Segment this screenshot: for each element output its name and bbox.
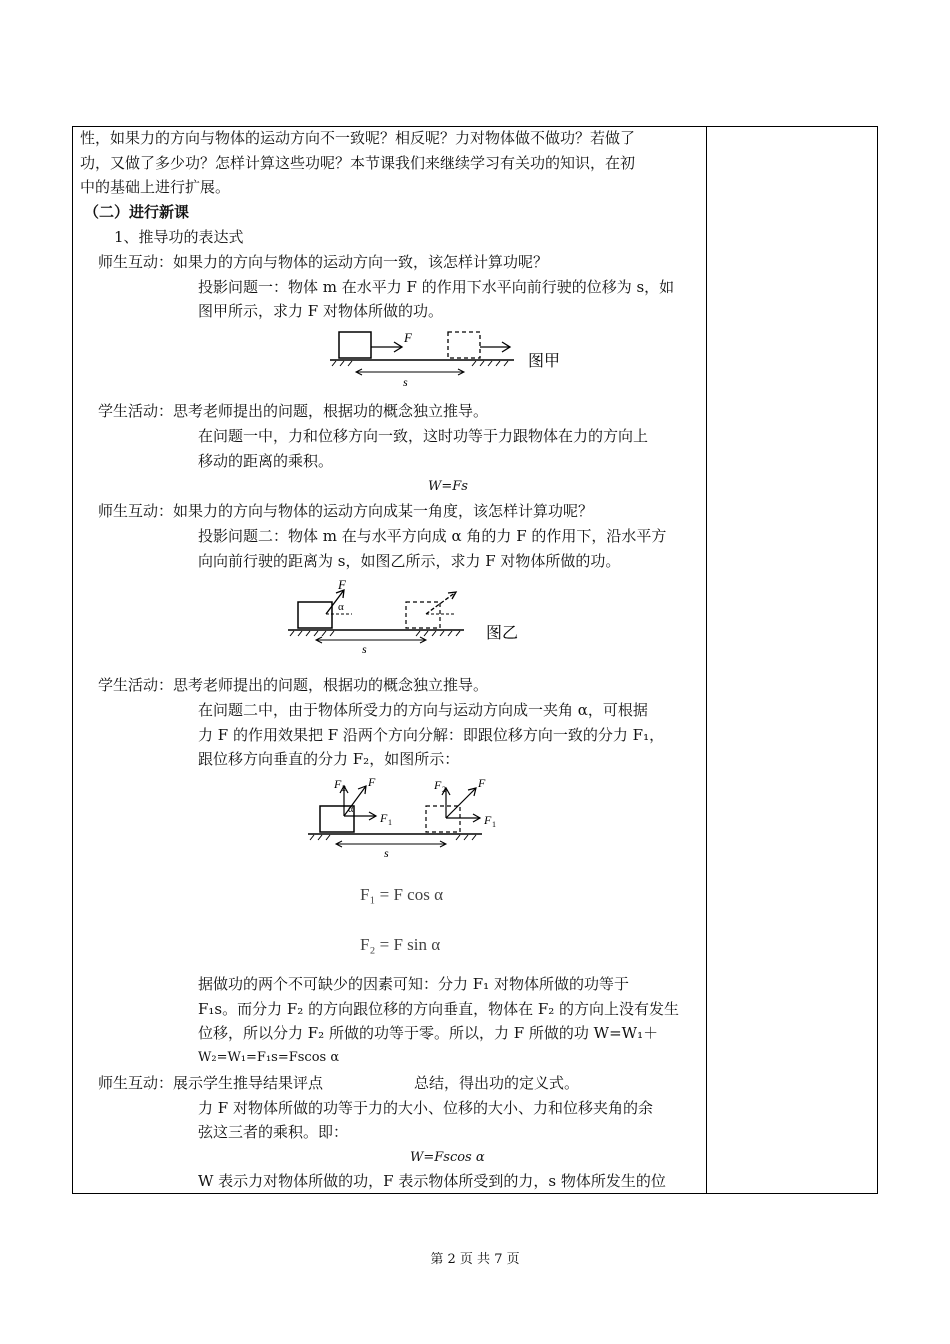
text-line: 跟位移方向垂直的分力 F₂，如图所示： (198, 750, 460, 768)
figure-jia (322, 326, 572, 390)
f2-subscript: 2 (342, 784, 346, 793)
text-line: 向向前行驶的距离为 s，如图乙所示，求力 F 对物体所做的功。 (198, 552, 621, 570)
figure-caption: 图甲 (528, 353, 561, 370)
formula-f2: F₂ = F sin α (360, 935, 441, 954)
f2-label: F (434, 778, 442, 792)
f1-subscript: 1 (388, 818, 392, 827)
angle-label: α (348, 804, 354, 815)
text-line: 投影问题二：物体 m 在与水平方向成 α 角的力 F 的作用下，沿水平方 (198, 527, 667, 545)
text-line: 总结，得出功的定义式。 (414, 1074, 580, 1092)
text-line: 功，又做了多少功？怎样计算这些功呢？本节课我们来继续学习有关功的知识，在初 (80, 154, 636, 172)
force-label: F (368, 775, 376, 789)
text-line: 弦这三者的乘积。即： (198, 1123, 349, 1141)
text-line: F₁s。而分力 F₂ 的方向跟位移的方向垂直，物体在 F₂ 的方向上没有发生 (198, 1000, 680, 1018)
figure-caption: 图乙 (486, 625, 519, 642)
figure-yi (286, 576, 536, 656)
force-label: F (338, 577, 346, 592)
section-heading: （二）进行新课 (84, 203, 190, 221)
force-label: F (404, 330, 412, 345)
f1-label: F (484, 813, 492, 827)
text-line: 中的基础上进行扩展。 (80, 178, 231, 196)
text-line: W₂=W₁=F₁s=Fscos α (198, 1050, 340, 1065)
text-line: 图甲所示，求力 F 对物体所做的功。 (198, 302, 443, 320)
displacement-label: s (403, 375, 408, 389)
equation: W=Fs (428, 479, 468, 494)
equation: W=Fscos α (410, 1150, 485, 1165)
f1-label: F (380, 811, 388, 825)
text-line: 投影问题一：物体 m 在水平力 F 的作用下水平向前行驶的位移为 s，如 (198, 278, 675, 296)
text-line: 据做功的两个不可缺少的因素可知：分力 F₁ 对物体所做的功等于 (198, 975, 629, 993)
subsection-heading: 1、推导功的表达式 (114, 228, 244, 246)
force-label: F (478, 776, 486, 790)
angle-label: α (338, 601, 344, 613)
figure-decomposition (306, 774, 506, 860)
teacher-activity: 师生互动：展示学生推导结果评点 (98, 1074, 324, 1092)
f2-subscript: 2 (442, 785, 446, 794)
text-line: W 表示力对物体所做的功，F 表示物体所受到的力，s 物体所发生的位 (198, 1172, 666, 1190)
f1-subscript: 1 (492, 820, 496, 829)
text-line: 力 F 对物体所做的功等于力的大小、位移的大小、力和位移夹角的余 (198, 1099, 653, 1117)
dashed-block-icon (448, 332, 480, 358)
table-column-divider (706, 126, 707, 1194)
teacher-activity: 师生互动：如果力的方向与物体的运动方向一致，该怎样计算功呢？ (98, 253, 549, 271)
f2-label: F (334, 777, 342, 791)
page-footer: 第 2 页 共 7 页 (430, 1252, 520, 1267)
student-activity: 学生活动：思考老师提出的问题，根据功的概念独立推导。 (98, 676, 489, 694)
displacement-label: s (362, 642, 367, 656)
block-icon (298, 602, 332, 628)
teacher-activity: 师生互动：如果力的方向与物体的运动方向成某一角度，该怎样计算功呢？ (98, 502, 594, 520)
text-line: 在问题二中，由于物体所受力的方向与运动方向成一夹角 α，可根据 (198, 701, 648, 719)
text-line: 位移，所以分力 F₂ 所做的功等于零。所以，力 F 所做的功 W=W₁＋ (198, 1024, 659, 1042)
text-line: 在问题一中，力和位移方向一致，这时功等于力跟物体在力的方向上 (198, 427, 649, 445)
text-line: 力 F 的作用效果把 F 沿两个方向分解：即跟位移方向一致的分力 F₁， (198, 726, 665, 744)
dashed-block-icon (406, 602, 440, 628)
block-icon (339, 332, 371, 358)
text-line: 性，如果力的方向与物体的运动方向不一致呢？相反呢？力对物体做不做功？若做了 (80, 129, 636, 147)
displacement-label: s (384, 846, 389, 860)
text-line: 移动的距离的乘积。 (198, 452, 334, 470)
student-activity: 学生活动：思考老师提出的问题，根据功的概念独立推导。 (98, 402, 489, 420)
formula-f1: F₁ = F cos α (360, 885, 443, 904)
